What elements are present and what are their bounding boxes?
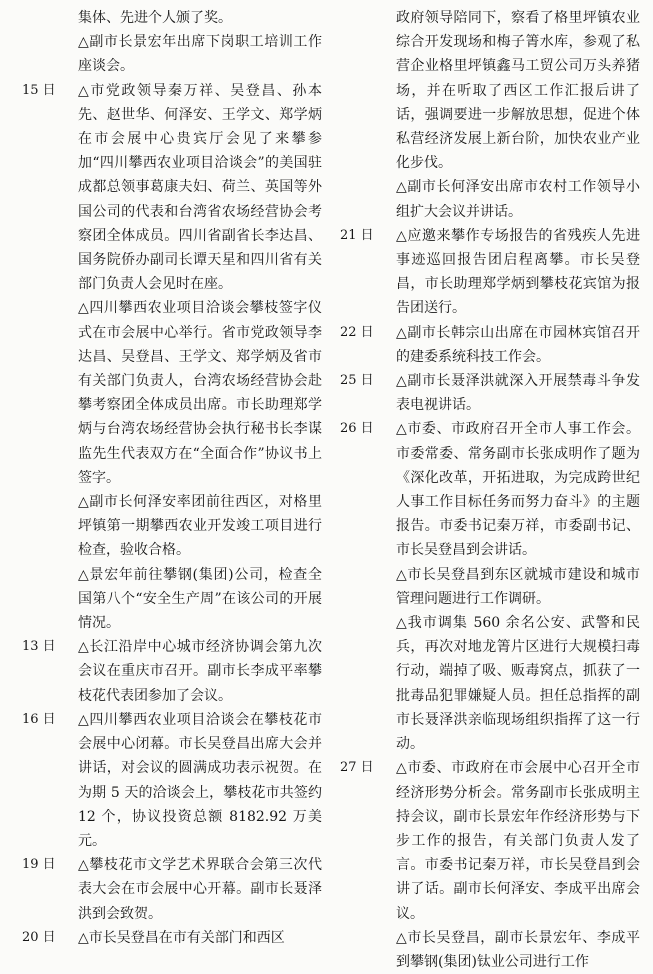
entry-paragraph: △市党政领导秦万祥、吴登昌、孙本先、赵世华、何泽安、王学文、郑学炳在市会展中心贵宾厅会见了来攀参加“四川攀西农业项目洽谈会”的美国驻成都总领事葛康夫妇、荷兰、英国等外国公司的代表和台湾省农场经营协会考察团全体成员。四川省副省长李达昌、国务院侨办副司长谭天星和四川省有关部门负责人会见时在座。 bbox=[78, 82, 322, 293]
entry-paragraph: △四川攀西农业项目洽谈会在攀枝花市会展中心闭幕。市长吴登昌出席大会并讲话，对会议的圆满成功表示祝贺。在为期 5 天的洽谈会上，攀枝花市共签约 12 个，协议投资总额 8182.92 万美元。 bbox=[78, 711, 322, 849]
entry-paragraph: △副市长韩宗山出席在市园林宾馆召开的建委系统科技工作会。 bbox=[396, 324, 640, 365]
entry-paragraph: △我市调集 560 余名公安、武警和民兵，再次对地龙箐片区进行大规模扫毒行动，端掉了吸、贩毒窝点，抓获了一批毒品犯罪嫌疑人员。担任总指挥的副市长聂泽洪亲临现场组织指挥了这一行动。 bbox=[396, 615, 640, 753]
entry-paragraph: △市长吴登昌在市有关部门和西区 bbox=[78, 929, 285, 946]
right-column bbox=[340, 6, 640, 974]
entry-date: 20 日 bbox=[22, 929, 56, 945]
right-entry bbox=[340, 224, 640, 321]
right-entry bbox=[340, 6, 640, 224]
left-entry bbox=[22, 853, 322, 926]
entry-date: 13 日 bbox=[22, 639, 56, 655]
right-entry bbox=[340, 369, 640, 417]
entry-body bbox=[396, 369, 640, 417]
entry-date: 22 日 bbox=[340, 324, 374, 340]
entry-date: 25 日 bbox=[340, 373, 374, 389]
entry-paragraph: △攀枝花市文学艺术界联合会第三次代表大会在市会展中心开幕。副市长聂泽洪到会致贺。 bbox=[78, 857, 322, 922]
left-entry bbox=[22, 926, 322, 950]
entry-paragraph: △副市长何泽安出席市农村工作领导小组扩大会议并讲话。 bbox=[396, 179, 640, 220]
entry-body bbox=[78, 853, 322, 926]
entry-paragraph: 集体、先进个人颁了奖。 bbox=[78, 10, 232, 26]
right-entry bbox=[340, 756, 640, 974]
entry-date bbox=[22, 6, 78, 79]
entry-date bbox=[340, 6, 396, 224]
right-entry bbox=[340, 417, 640, 756]
entry-paragraph: △市委、市政府在市会展中心召开全市经济形势分析会。常务副市长张成明主持会议，副市长景宏年作经济形势与下步工作的报告，有关部门负责人发了言。市委书记秦万祥，市长吴登昌到会讲了话。副市长何泽安、李成平出席会议。 bbox=[396, 760, 640, 922]
entry-date: 16 日 bbox=[22, 711, 56, 727]
entry-date: 21 日 bbox=[340, 227, 374, 243]
entry-paragraph: △长江沿岸中心城市经济协调会第九次会议在重庆市召开。副市长李成平率攀枝花代表团参加了会议。 bbox=[78, 639, 322, 704]
entry-body bbox=[78, 79, 322, 636]
entry-body bbox=[396, 224, 640, 321]
entry-paragraph: 政府领导陪同下，察看了格里坪镇农业综合开发现场和梅子箐水库，参观了私营企业格里坪镇鑫马工贸公司万头养猪场，并在听取了西区工作汇报后讲了话，强调要进一步解放思想，促进个体私营经济发展上新台阶，加快农业产业化步伐。 bbox=[396, 10, 640, 172]
entry-paragraph: △副市长景宏年出席下岗职工培训工作座谈会。 bbox=[78, 34, 322, 75]
entry-body bbox=[78, 708, 322, 853]
right-entry bbox=[340, 321, 640, 369]
entry-body bbox=[396, 417, 640, 756]
left-entry bbox=[22, 708, 322, 853]
entry-body bbox=[396, 321, 640, 369]
entry-body bbox=[396, 6, 640, 224]
left-entry bbox=[22, 79, 322, 636]
entry-paragraph: △景宏年前往攀钢(集团)公司，检查全国第八个“安全生产周”在该公司的开展情况。 bbox=[78, 566, 322, 632]
entry-paragraph: △副市长聂泽洪就深入开展禁毒斗争发表电视讲话。 bbox=[396, 373, 640, 414]
entry-body bbox=[396, 756, 640, 974]
entry-paragraph: △副市长何泽安率团前往西区，对格里坪镇第一期攀西农业开发竣工项目进行检查，验收合格。 bbox=[78, 494, 322, 559]
entry-paragraph: △应邀来攀作专场报告的省残疾人先进事迹巡回报告团启程离攀。市长吴登昌，市长助理郑学炳到攀枝花宾馆为报告团送行。 bbox=[396, 227, 640, 317]
entry-date: 26 日 bbox=[340, 421, 374, 437]
entry-date: 15 日 bbox=[22, 82, 56, 98]
entry-body bbox=[78, 6, 322, 79]
entry-paragraph: △市长吴登昌，副市长景宏年、李成平到攀钢(集团)钛业公司进行工作 bbox=[396, 929, 640, 970]
left-entry bbox=[22, 635, 322, 708]
entry-date: 27 日 bbox=[340, 760, 374, 776]
entry-paragraph: △四川攀西农业项目洽谈会攀枝签字仪式在市会展中心举行。省市党政领导李达昌、吴登昌、王学文、郑学炳及省市有关部门负责人，台湾农场经营协会赴攀考察团全体成员出席。市长助理郑学炳与台湾农场经营协会执行秘书长李谋监先生代表双方在“全面合作”协议书上签字。 bbox=[78, 300, 322, 486]
entry-paragraph: △市委、市政府召开全市人事工作会。市委常委、常务副市长张成明作了题为《深化改革，开拓进取，为完成跨世纪人事工作目标任务而努力奋斗》的主题报告。市委书记秦万祥，市委副书记、市长吴登昌到会讲话。 bbox=[396, 421, 640, 559]
left-column bbox=[22, 6, 322, 950]
entry-paragraph: △市长吴登昌到东区就城市建设和城市管理问题进行工作调研。 bbox=[396, 566, 640, 607]
entry-body bbox=[78, 635, 322, 708]
entry-body bbox=[78, 926, 322, 950]
entry-date: 19 日 bbox=[22, 857, 56, 873]
left-entry bbox=[22, 6, 322, 79]
